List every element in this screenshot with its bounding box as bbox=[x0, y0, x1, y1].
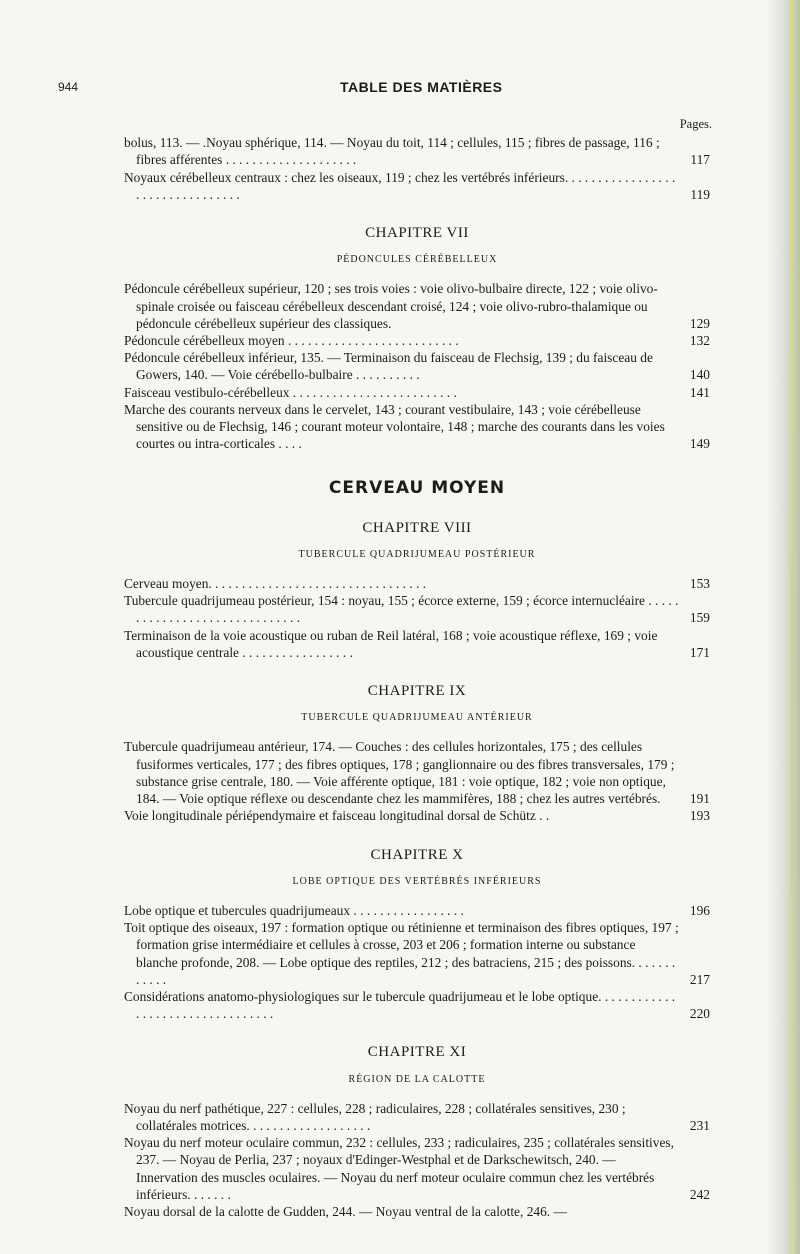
chapter-10 bbox=[124, 847, 710, 1023]
entry-page: 149 bbox=[689, 436, 710, 452]
entry-text: Pédoncule cérébelleux supérieur, 120 ; ses trois voies : voie olivo-bulbaire directe, 122 ; voie olivo-spinale croisée ou faisceau cérébelleux descendant croisé, 124 ; voie olivo-rubro-thalamique ou pédoncule cérébelleux supérieur des classiques. bbox=[124, 281, 658, 331]
entry-page: 231 bbox=[689, 1117, 710, 1133]
part-title: CERVEAU MOYEN bbox=[328, 478, 506, 499]
toc-entry bbox=[124, 988, 710, 1022]
entry-text: Tubercule quadrijumeau postérieur, 154 : noyau, 155 ; écorce externe, 159 ; écorce internucléaire . . . . . . . . . . . . . . . . . . . . . . . . . . . . . . bbox=[124, 593, 679, 626]
chapter-subtitle: TUBERCULE QUADRIJUMEAU POSTÉRIEUR bbox=[298, 548, 536, 560]
entry-text: Lobe optique et tubercules quadrijumeaux . . . . . . . . . . . . . . . . . bbox=[124, 902, 464, 918]
toc-entry bbox=[124, 807, 710, 824]
toc-entry bbox=[124, 1203, 710, 1220]
chapter-title: CHAPITRE VII bbox=[365, 225, 469, 242]
toc-content bbox=[124, 116, 710, 1220]
entry-page: 117 bbox=[690, 152, 710, 168]
toc-entry bbox=[124, 401, 710, 453]
entry-page: 159 bbox=[689, 610, 710, 626]
chapter-9 bbox=[124, 683, 710, 824]
chapter-subtitle: TUBERCULE QUADRIJUMEAU ANTÉRIEUR bbox=[301, 712, 533, 724]
entry-text: Pédoncule cérébelleux inférieur, 135. — Terminaison du faisceau de Flechsig, 139 ; du faisceau de Gowers, 140. — Voie cérébello-bulbaire . . . . . . . . . . bbox=[124, 350, 653, 383]
entry-page: 153 bbox=[689, 576, 710, 592]
entry-page: 140 bbox=[689, 367, 710, 383]
chapter-7 bbox=[124, 225, 710, 452]
entry-text: Noyau du nerf moteur oculaire commun, 232 : cellules, 233 ; radiculaires, 235 ; collatérales sensitives, 237. — Noyau de Perlia, 237 ; noyaux d'Edinger-Westphal et de Darkschewitsch, 240. — Innervation des muscles oculaires. — Noyau du nerf moteur oculaire commun chez les vertébrés inférieurs. . . . . . . bbox=[124, 1135, 674, 1202]
entry-text: Considérations anatomo-physiologiques sur le tubercule quadrijumeau et le lobe optique. . . . . . . . . . . . . . . . . . . . . . . . . . . . . . . . . bbox=[124, 988, 676, 1022]
entry-text: Pédoncule cérébelleux moyen . . . . . . . . . . . . . . . . . . . . . . . . . . bbox=[124, 333, 459, 349]
entry-page: 119 bbox=[690, 186, 710, 202]
entry-page: 193 bbox=[689, 808, 710, 824]
toc-entry bbox=[124, 902, 710, 919]
toc-entry bbox=[124, 280, 710, 332]
entry-text: Noyaux cérébelleux centraux : chez les oiseaux, 119 ; chez les vertébrés inférieurs. . . . . . . . . . . . . . . . . . . . . . . . . . . . . . . . . bbox=[124, 169, 676, 202]
page-number: 944 bbox=[58, 80, 79, 94]
toc-entry bbox=[124, 1100, 710, 1134]
entry-text: Voie longitudinale périépendymaire et faisceau longitudinal dorsal de Schütz . . bbox=[124, 808, 550, 824]
entry-page: 217 bbox=[689, 971, 710, 987]
entry-text: Noyau dorsal de la calotte de Gudden, 244. — Noyau ventral de la calotte, 246. — bbox=[124, 1203, 567, 1219]
entry-text: Noyau du nerf pathétique, 227 : cellules, 228 ; radiculaires, 228 ; collatérales sensitives, 230 ; collatérales motrices. . . . . . . . . . . . . . . . . . . bbox=[124, 1100, 626, 1133]
pages-column-label: Pages. bbox=[679, 117, 712, 131]
chapter-title: CHAPITRE IX bbox=[367, 683, 467, 700]
toc-entry bbox=[124, 134, 710, 168]
entry-text: bolus, 113. — .Noyau sphérique, 114. — Noyau du toit, 114 ; cellules, 115 ; fibres de passage, 116 ; fibres afférentes . . . . . . . . . . . . . . . . . . . . bbox=[124, 135, 660, 168]
page-edge bbox=[766, 0, 800, 1254]
toc-entry bbox=[124, 349, 710, 383]
entry-page: 132 bbox=[689, 333, 710, 349]
toc-entry bbox=[124, 627, 710, 661]
entry-page: 191 bbox=[689, 791, 710, 807]
entry-text: Tubercule quadrijumeau antérieur, 174. — Couches : des cellules horizontales, 175 ; des cellules fusiformes verticales, 177 ; des fibres optiques, 178 ; ganglionnaire ou des fibres transversales, 179 ; substance grise centrale, 180. — Voie afférente optique, 181 : voie optique, 182 ; voie non optique, 184. — Voie optique réflexe ou descendante chez les mammifères, 188 ; chez les autres vertébrés. bbox=[124, 739, 675, 807]
chapter-subtitle: RÉGION DE LA CALOTTE bbox=[348, 1073, 486, 1085]
chapter-subtitle: PÉDONCULES CÉRÉBELLEUX bbox=[336, 254, 498, 266]
toc-entry bbox=[124, 169, 710, 203]
intro-entries bbox=[124, 134, 710, 203]
entry-text: Terminaison de la voie acoustique ou ruban de Reil latéral, 168 ; voie acoustique réflexe, 169 ; voie acoustique centrale . . . . . . . . . . . . . . . . . bbox=[124, 627, 658, 660]
entry-page: 129 bbox=[689, 315, 710, 331]
entry-text: Cerveau moyen. . . . . . . . . . . . . . . . . . . . . . . . . . . . . . . . . bbox=[124, 576, 427, 592]
chapter-8 bbox=[124, 520, 710, 661]
chapter-title: CHAPITRE X bbox=[370, 846, 464, 863]
entry-page: 196 bbox=[689, 902, 710, 918]
entry-text: Marche des courants nerveux dans le cervelet, 143 ; courant vestibulaire, 143 ; voie cérébelleuse sensitive ou de Flechsig, 146 ; courant moteur volontaire, 148 ; marche des courants dans les voies courtes ou intra-corticales . . . . bbox=[124, 401, 665, 452]
toc-entry bbox=[124, 1134, 710, 1203]
entry-text: Faisceau vestibulo-cérébelleux . . . . . . . . . . . . . . . . . . . . . . . . . bbox=[124, 384, 457, 400]
toc-entry bbox=[124, 738, 710, 807]
toc-entry bbox=[124, 332, 710, 349]
chapter-11 bbox=[124, 1044, 710, 1220]
page-header bbox=[0, 80, 800, 104]
toc-entry bbox=[124, 919, 710, 988]
chapter-subtitle: LOBE OPTIQUE DES VERTÉBRÉS INFÉRIEURS bbox=[292, 875, 542, 887]
chapter-title: CHAPITRE VIII bbox=[362, 519, 472, 536]
toc-entry bbox=[124, 575, 710, 592]
entry-page: 171 bbox=[689, 644, 710, 660]
entry-page: 141 bbox=[689, 384, 710, 400]
chapter-title: CHAPITRE XI bbox=[367, 1044, 467, 1061]
toc-entry bbox=[124, 592, 710, 626]
entry-text: Toit optique des oiseaux, 197 : formation optique ou rétinienne et terminaison des fibres optiques, 197 ; formation grise intermédiaire et cellules à crosse, 203 et 206 ; formation interne ou substance blanche profonde, 208. — Lobe optique des reptiles, 212 ; des batraciens, 215 ; des poissons. . . . . . . . . . . . bbox=[124, 920, 679, 987]
running-title: TABLE DES MATIÈRES bbox=[340, 79, 503, 95]
toc-entry bbox=[124, 384, 710, 401]
entry-page: 220 bbox=[689, 1006, 710, 1022]
entry-page: 242 bbox=[689, 1186, 710, 1202]
